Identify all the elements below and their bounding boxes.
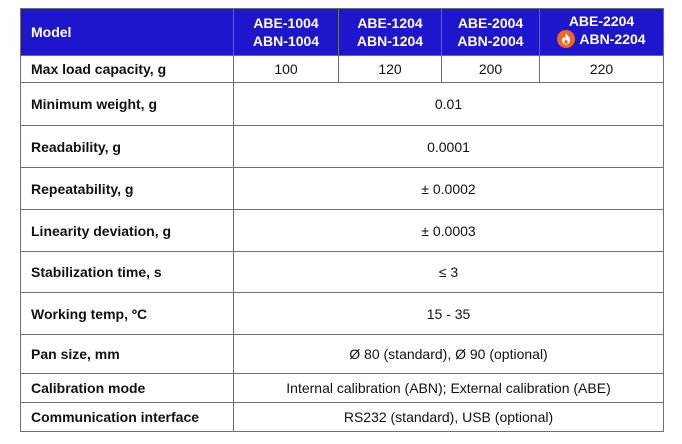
table-cell: ± 0.0003	[234, 210, 664, 252]
table-cell: Internal calibration (ABN); External calibration (ABE)	[234, 374, 664, 403]
model-header-label: Model	[21, 9, 234, 56]
table-cell: 200	[442, 56, 540, 83]
model-name-abe: ABE-1204	[357, 15, 423, 31]
model-header-4	[540, 9, 664, 56]
table-cell: ± 0.0002	[234, 168, 664, 210]
model-name-abn: ABN-2204	[579, 31, 646, 47]
row-label: Communication interface	[21, 403, 234, 432]
table-row	[21, 252, 664, 293]
table-row	[21, 374, 664, 403]
table-row	[21, 403, 664, 432]
model-name-abn: ABN-1204	[356, 33, 424, 49]
row-label: Linearity deviation, g	[21, 210, 234, 252]
table-cell: 15 - 35	[234, 293, 664, 335]
row-label: Max load capacity, g	[21, 56, 234, 83]
model-name-abn: ABN-2004	[457, 33, 524, 49]
row-label: Stabilization time, s	[21, 252, 234, 293]
model-name-abe: ABE-2204	[568, 13, 635, 29]
row-label: Repeatability, g	[21, 168, 234, 210]
row-label: Readability, g	[21, 126, 234, 168]
spec-table	[20, 8, 664, 432]
row-label: Calibration mode	[21, 374, 234, 403]
table-cell: 0.01	[234, 83, 664, 126]
model-name-abe: ABE-2004	[457, 15, 524, 31]
table-cell: 100	[234, 56, 339, 83]
model-name-abe: ABE-1004	[253, 15, 319, 31]
model-header-3	[442, 9, 540, 56]
table-cell: ≤ 3	[234, 252, 664, 293]
table-row	[21, 293, 664, 335]
table-cell: 220	[540, 56, 664, 83]
table-row	[21, 83, 664, 126]
table-row	[21, 210, 664, 252]
table-cell: 0.0001	[234, 126, 664, 168]
table-cell: RS232 (standard), USB (optional)	[234, 403, 664, 432]
table-row	[21, 126, 664, 168]
fire-icon	[557, 30, 575, 48]
table-row	[21, 335, 664, 374]
model-name-abn-with-badge	[557, 30, 645, 48]
model-name-abn: ABN-1004	[252, 33, 320, 49]
row-label: Minimum weight, g	[21, 83, 234, 126]
row-label: Working temp, ºC	[21, 293, 234, 335]
table-row	[21, 168, 664, 210]
table-cell: 120	[339, 56, 442, 83]
model-header-2	[339, 9, 442, 56]
model-header-1	[234, 9, 339, 56]
table-row	[21, 56, 664, 83]
row-label: Pan size, mm	[21, 335, 234, 374]
spec-table-container	[20, 8, 663, 432]
header-row	[21, 9, 664, 56]
table-cell: Ø 80 (standard), Ø 90 (optional)	[234, 335, 664, 374]
